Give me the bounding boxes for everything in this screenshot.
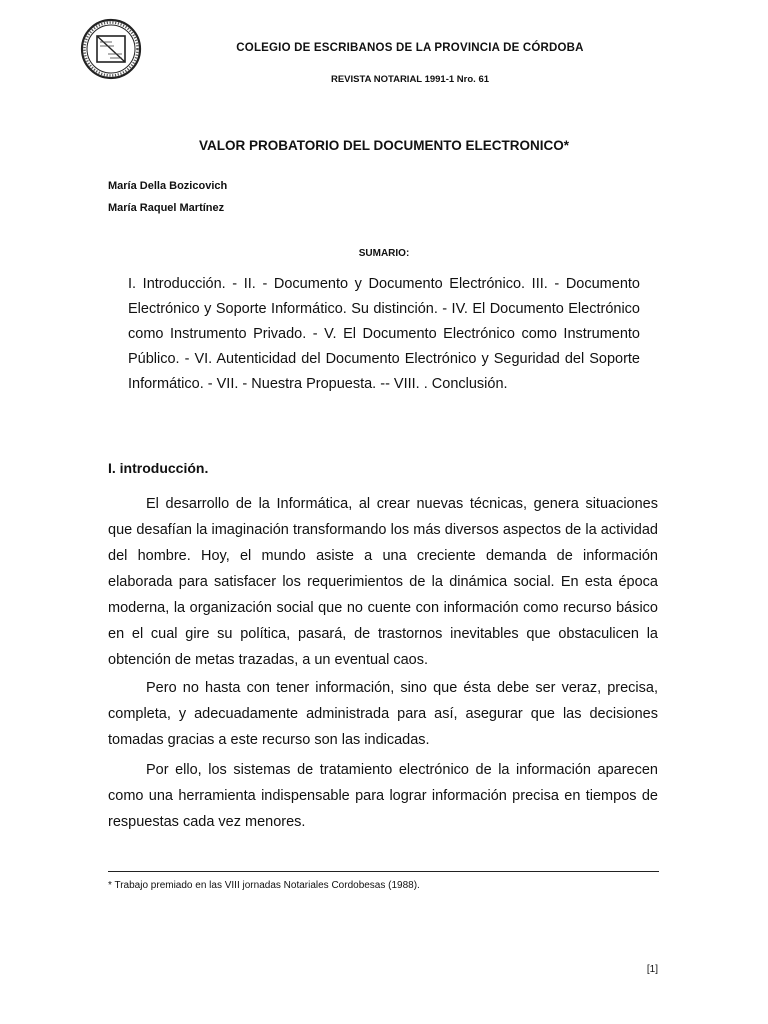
document-title: VALOR PROBATORIO DEL DOCUMENTO ELECTRONICO* bbox=[198, 138, 570, 153]
footnote: * Trabajo premiado en las VIII jornadas Notariales Cordobesas (1988). bbox=[108, 880, 420, 891]
author-name: María Raquel Martínez bbox=[108, 202, 225, 214]
body-paragraph: Pero no hasta con tener información, sino que ésta debe ser veraz, precisa, completa, y adecuadamente administrada para así, asegurar que las decisiones tomadas gracias a este recurso son las indicadas. bbox=[108, 680, 658, 748]
page-number: [1] bbox=[646, 964, 658, 975]
section-heading: I. introducción. bbox=[108, 460, 209, 476]
body-paragraph: Por ello, los sistemas de tratamiento electrónico de la información aparecen como una herramienta indispensable para lograr información precisa en tiempos de respuestas cada vez menores. bbox=[108, 762, 658, 830]
summary-text: I. Introducción. - II. - Documento y Documento Electrónico. III. - Documento Electrónico y Soporte Informático. Su distinción. - IV. El Documento Electrónico como Instrumento Privado. - V. El Documento Electrónico como Instrumento Público. - VI. Autenticidad del Documento Electrónico y Seguridad del Soporte Informático. - VII. - Nuestra Propuesta. -- VIII. . Conclusión. bbox=[128, 276, 640, 392]
publication-reference: REVISTA NOTARIAL 1991-1 Nro. 61 bbox=[330, 74, 490, 85]
body-paragraph: El desarrollo de la Informática, al crear nuevas técnicas, genera situaciones que desafían la imaginación transformando los más diversos aspectos de la actividad del hombre. Hoy, el mundo asiste a una creciente demanda de información elaborada para satisfacer los requerimientos de la dinámica social. En esta época moderna, la organización social que no cuente con información como recurso básico en el cual gire su política, pasará, de trastornos inevitables que obstaculicen la obtención de metas trazadas, a un eventual caos. bbox=[108, 496, 658, 668]
institution-seal-icon bbox=[80, 18, 142, 80]
institution-name: COLEGIO DE ESCRIBANOS DE LA PROVINCIA DE CÓRDOBA bbox=[236, 42, 584, 54]
author-name: María Della Bozicovich bbox=[108, 180, 228, 192]
footnote-divider bbox=[108, 871, 659, 872]
summary-label: SUMARIO: bbox=[358, 248, 410, 259]
